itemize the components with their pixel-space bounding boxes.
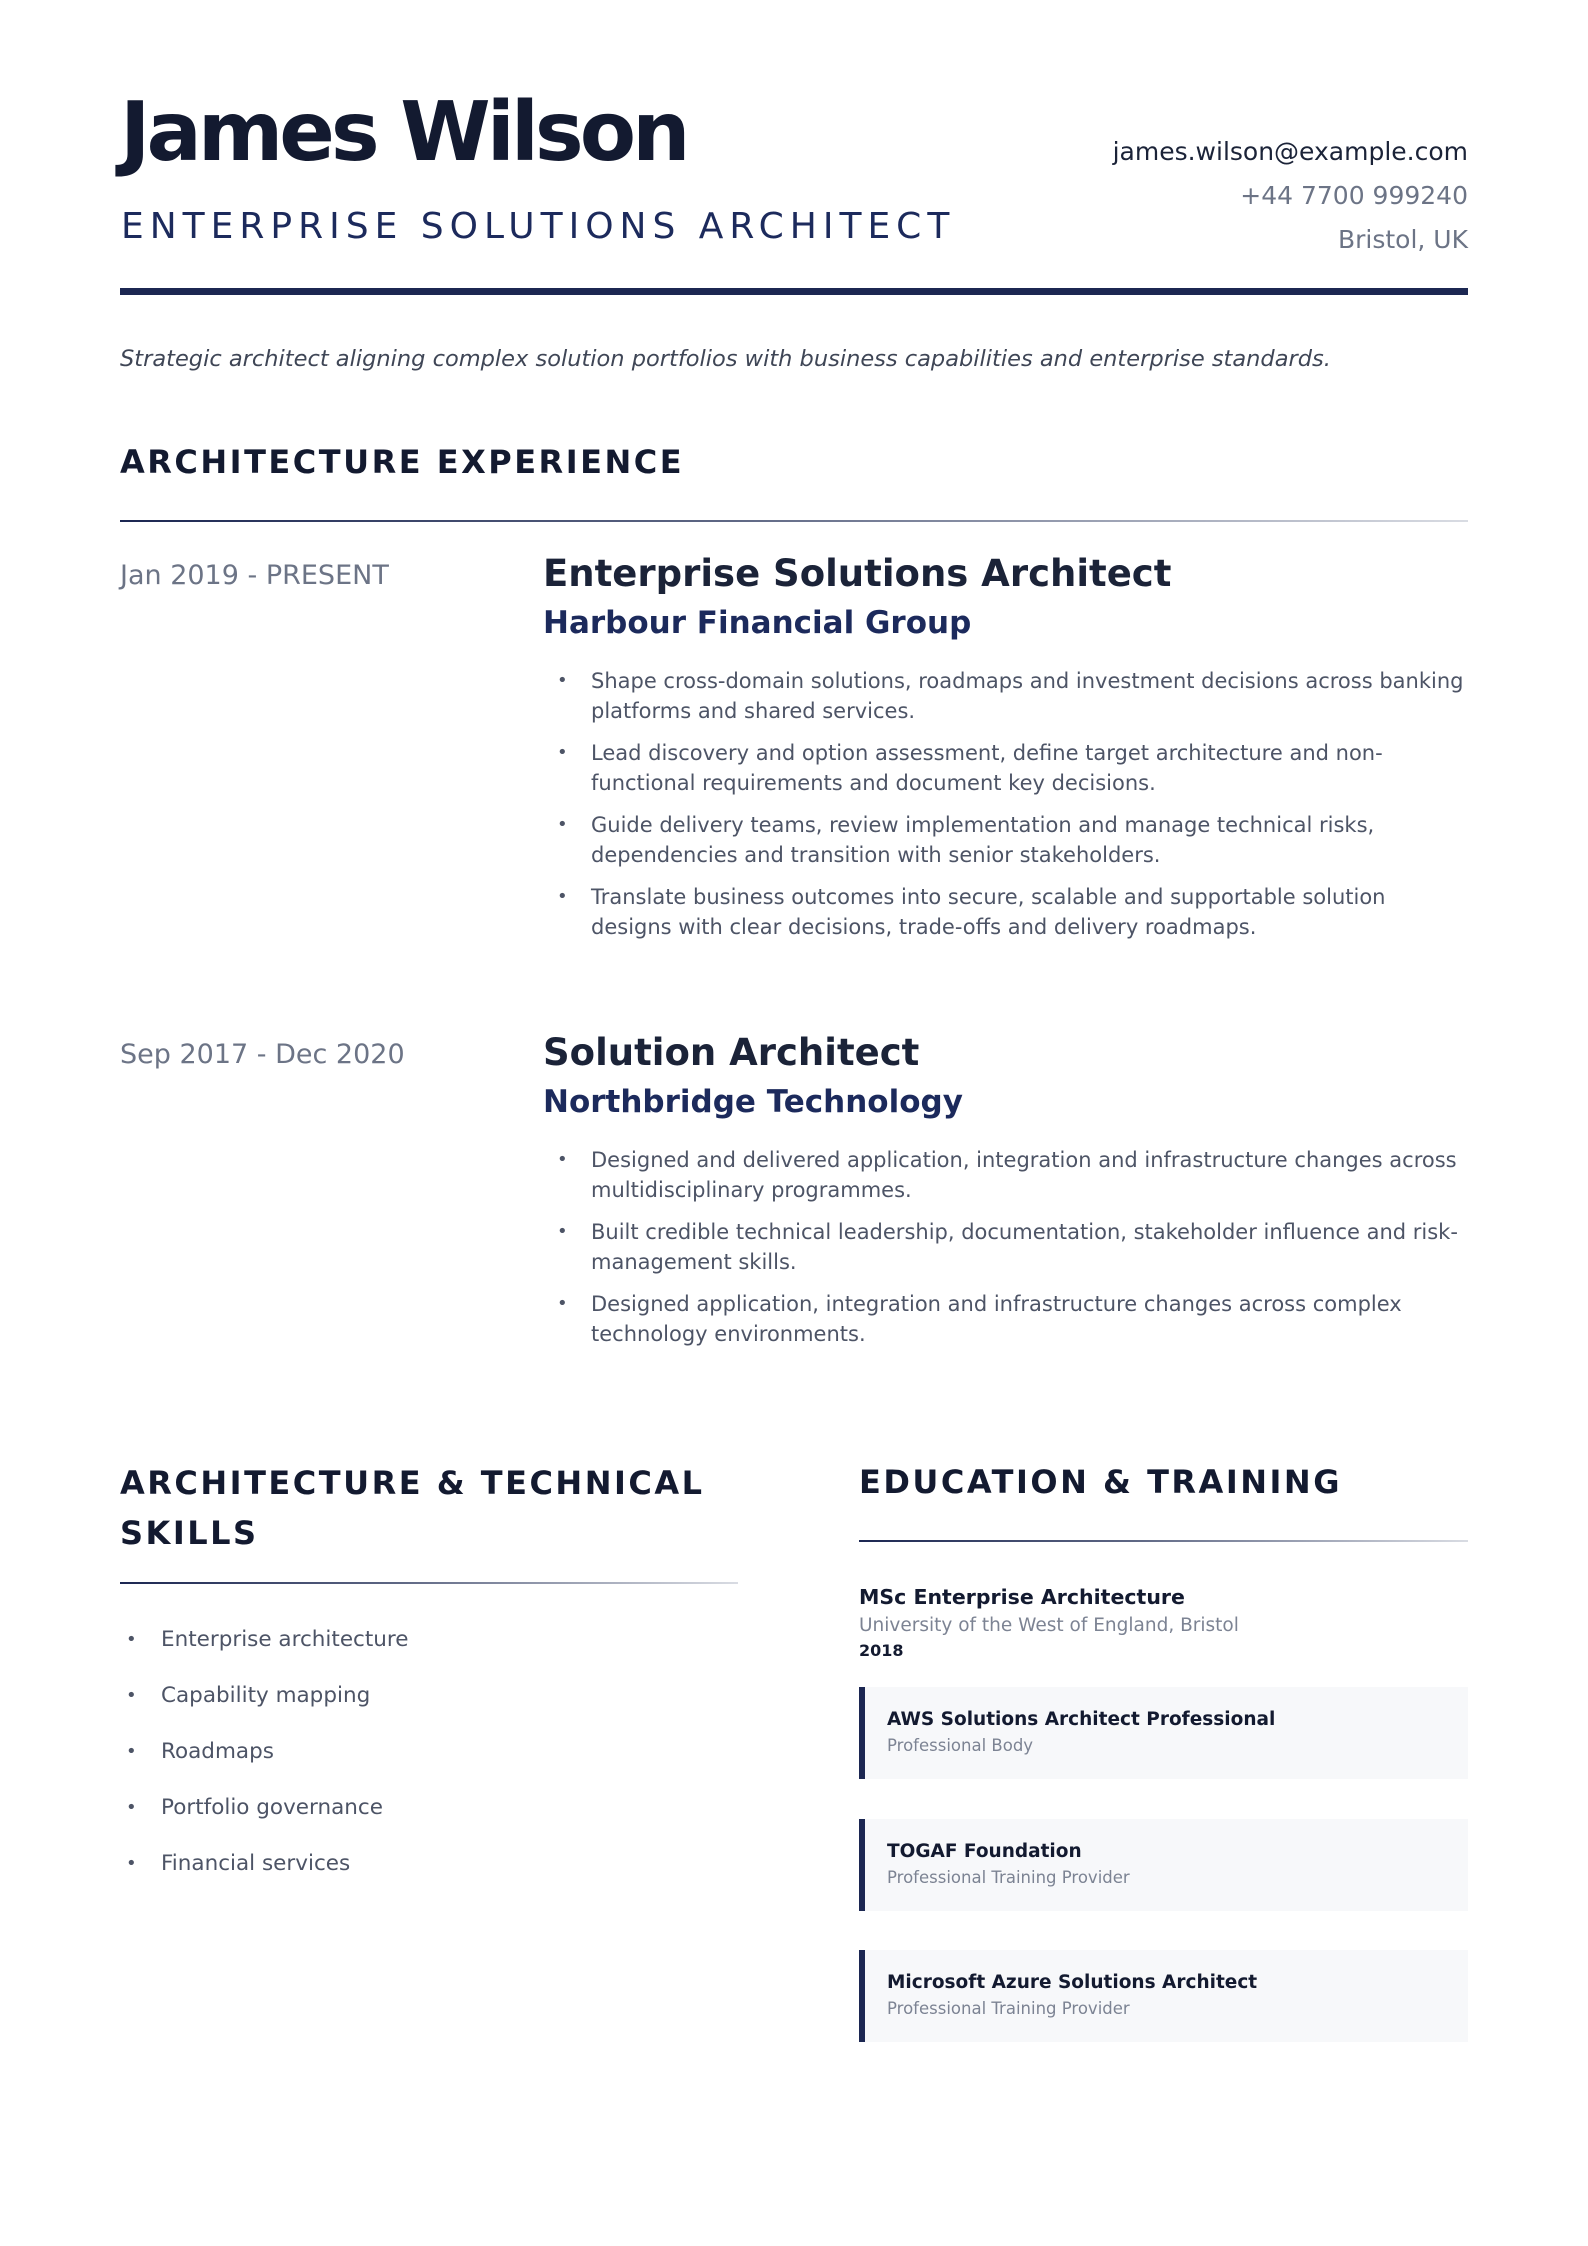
job-bullet: [543, 882, 1468, 942]
skill-label: Roadmaps: [161, 1739, 274, 1764]
job-company: Harbour Financial Group: [543, 605, 972, 641]
certification-org: Professional Body: [887, 1736, 1034, 1755]
certification-card: [859, 1687, 1468, 1779]
degree-entry: [859, 1582, 1468, 1662]
skill-label: Capability mapping: [161, 1683, 371, 1708]
candidate-title: ENTERPRISE SOLUTIONS ARCHITECT: [121, 206, 956, 247]
certification-org: Professional Training Provider: [887, 1868, 1130, 1887]
skills-heading-line: ARCHITECTURE & TECHNICAL: [120, 1464, 705, 1502]
skills-section: [120, 1458, 738, 1892]
degree-title: MSc Enterprise Architecture: [859, 1585, 1185, 1609]
skills-heading: [120, 1458, 738, 1558]
job-bullet-text: Guide delivery teams, review implementation and manage technical risks, dependencies and transition with senior stakeholders.: [591, 813, 1375, 867]
job-bullet-text: Built credible technical leadership, documentation, stakeholder influence and risk-management skills.: [591, 1220, 1458, 1274]
job-bullet-text: Translate business outcomes into secure, scalable and supportable solution designs with clear decisions, trade-offs and delivery roadmaps.: [591, 885, 1386, 939]
job-bullet: [543, 810, 1468, 870]
job-bullet-text: Designed application, integration and infrastructure changes across complex technology environments.: [591, 1292, 1402, 1346]
certification-card: [859, 1950, 1468, 2042]
bullet-icon: •: [557, 886, 568, 907]
resume-header: [120, 0, 1468, 300]
header-divider: [120, 288, 1468, 295]
job-content: [543, 550, 1468, 954]
job-role: Enterprise Solutions Architect: [543, 552, 1172, 595]
experience-heading: ARCHITECTURE EXPERIENCE: [120, 443, 685, 481]
candidate-name: James Wilson: [120, 85, 687, 180]
job-bullets: [543, 1145, 1468, 1349]
education-divider: [859, 1540, 1468, 1542]
certification-card: [859, 1819, 1468, 1911]
experience-divider: [120, 520, 1468, 522]
bullet-icon: •: [557, 670, 568, 691]
skill-item: [120, 1668, 738, 1724]
skill-label: Portfolio governance: [161, 1795, 383, 1820]
job-role: Solution Architect: [543, 1031, 920, 1074]
skill-item: [120, 1724, 738, 1780]
skill-label: Financial services: [161, 1851, 351, 1876]
bullet-icon: •: [557, 742, 568, 763]
bullet-icon: •: [557, 1293, 568, 1314]
skills-divider: [120, 1582, 738, 1584]
education-heading: EDUCATION & TRAINING: [859, 1463, 1342, 1501]
degree-institution: University of the West of England, Bristol: [859, 1615, 1239, 1636]
contact-email[interactable]: james.wilson@example.com: [1112, 137, 1468, 166]
job-bullet: [543, 1289, 1468, 1349]
bullet-icon: •: [126, 1797, 137, 1818]
contact-location: Bristol, UK: [1337, 225, 1468, 254]
certification-title: AWS Solutions Architect Professional: [887, 1709, 1276, 1730]
skill-item: [120, 1612, 738, 1668]
skill-item: [120, 1836, 738, 1892]
job-bullets: [543, 666, 1468, 942]
skill-item: [120, 1780, 738, 1836]
education-section: [859, 1458, 1468, 2018]
contact-block: [1113, 130, 1468, 262]
job-bullet: [543, 666, 1468, 726]
degree-year: 2018: [859, 1641, 904, 1660]
contact-phone: +44 7700 999240: [1240, 181, 1468, 210]
certification-org: Professional Training Provider: [887, 1999, 1130, 2018]
bullet-icon: •: [126, 1685, 137, 1706]
job-dates: Sep 2017 - Dec 2020: [120, 1039, 405, 1070]
skills-list: [120, 1612, 738, 1892]
job-bullet-text: Shape cross-domain solutions, roadmaps and investment decisions across banking platforms and shared services.: [591, 669, 1464, 723]
job-bullet-text: Designed and delivered application, integration and infrastructure changes across multidisciplinary programmes.: [591, 1148, 1457, 1202]
job-content: [543, 1029, 1468, 1361]
bullet-icon: •: [557, 814, 568, 835]
certification-title: TOGAF Foundation: [887, 1841, 1082, 1862]
skill-label: Enterprise architecture: [161, 1627, 409, 1652]
profile-summary: Strategic architect aligning complex solution portfolios with business capabilities and enterprise standards.: [120, 346, 1331, 372]
bullet-icon: •: [126, 1741, 137, 1762]
job-bullet: [543, 738, 1468, 798]
bullet-icon: •: [557, 1221, 568, 1242]
experience-section: [120, 438, 1468, 1346]
bullet-icon: •: [557, 1149, 568, 1170]
job-company: Northbridge Technology: [543, 1084, 963, 1120]
bullet-icon: •: [126, 1853, 137, 1874]
skills-heading-line: SKILLS: [120, 1514, 259, 1552]
job-dates: Jan 2019 - PRESENT: [120, 560, 389, 591]
job-bullet: [543, 1145, 1468, 1205]
bullet-icon: •: [126, 1629, 137, 1650]
certification-title: Microsoft Azure Solutions Architect: [887, 1972, 1258, 1993]
job-bullet: [543, 1217, 1468, 1277]
job-bullet-text: Lead discovery and option assessment, define target architecture and non-functional requirements and document key decisions.: [591, 741, 1383, 795]
